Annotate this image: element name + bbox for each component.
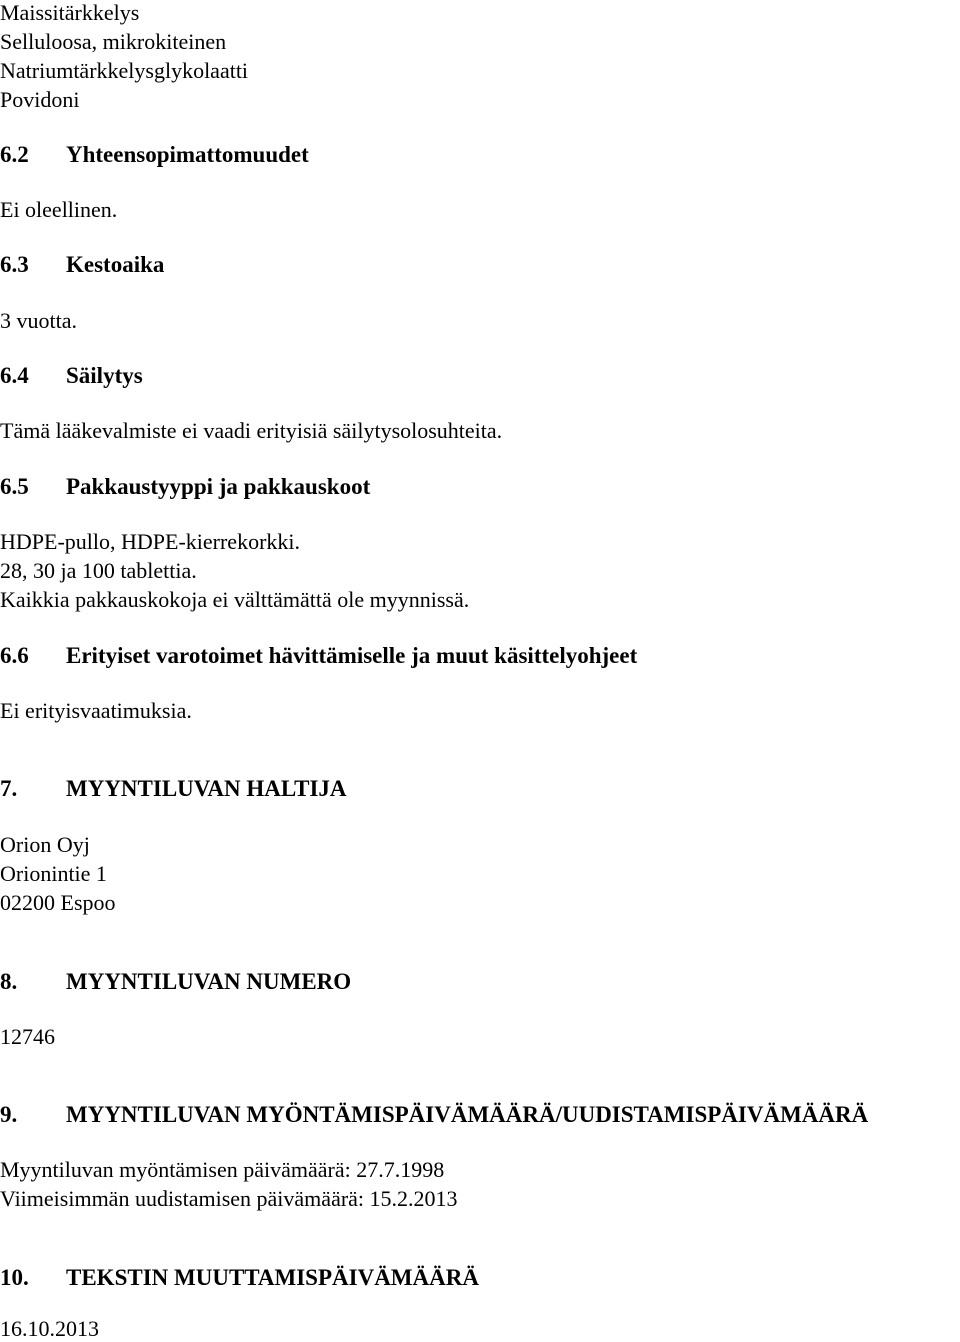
section-heading-6-6 — [0, 643, 637, 669]
section-title: Kestoaika — [66, 252, 165, 277]
section-heading-9 — [0, 1102, 868, 1128]
section-title: MYYNTILUVAN HALTIJA — [66, 776, 347, 801]
section-number: 6.5 — [0, 474, 29, 499]
section-number: 9. — [0, 1102, 18, 1127]
section-number: 6.2 — [0, 142, 29, 167]
address-line: Orionintie 1 — [0, 861, 107, 886]
license-number: 12746 — [0, 1024, 55, 1049]
revision-date: 16.10.2013 — [0, 1316, 99, 1341]
section-text: 3 vuotta. — [0, 308, 77, 333]
section-heading-6-4 — [0, 363, 143, 389]
section-heading-7 — [0, 776, 347, 802]
section-title: Erityiset varotoimet hävittämiselle ja muut käsittelyohjeet — [66, 643, 638, 668]
address-line: Orion Oyj — [0, 832, 90, 857]
section-number: 6.6 — [0, 643, 29, 668]
section-text: Ei erityisvaatimuksia. — [0, 698, 192, 723]
section-text: HDPE-pullo, HDPE-kierrekorkki. — [0, 529, 301, 554]
section-text: Tämä lääkevalmiste ei vaadi erityisiä säilytysolosuhteita. — [0, 418, 503, 443]
section-text: Kaikkia pakkauskokoja ei välttämättä ole myynnissä. — [0, 587, 470, 612]
section-title: Pakkaustyyppi ja pakkauskoot — [66, 474, 371, 499]
section-title: Säilytys — [66, 363, 143, 388]
section-title: MYYNTILUVAN NUMERO — [66, 969, 352, 994]
section-number: 10. — [0, 1265, 29, 1290]
section-heading-10 — [0, 1265, 479, 1291]
section-text: 28, 30 ja 100 tablettia. — [0, 558, 197, 583]
section-number: 8. — [0, 969, 18, 994]
date-line: Viimeisimmän uudistamisen päivämäärä: 15.2.2013 — [0, 1186, 458, 1211]
section-heading-8 — [0, 969, 351, 995]
section-title: TEKSTIN MUUTTAMISPÄIVÄMÄÄRÄ — [66, 1265, 479, 1290]
excipient-item: Povidoni — [0, 87, 80, 112]
section-heading-6-2 — [0, 142, 309, 168]
excipient-item: Natriumtärkkelysglykolaatti — [0, 58, 249, 83]
section-text: Ei oleellinen. — [0, 197, 118, 222]
excipient-item: Selluloosa, mikrokiteinen — [0, 29, 227, 54]
section-title: Yhteensopimattomuudet — [66, 142, 309, 167]
section-heading-6-5 — [0, 474, 370, 500]
section-number: 6.4 — [0, 363, 29, 388]
section-number: 6.3 — [0, 252, 29, 277]
section-title: MYYNTILUVAN MYÖNTÄMISPÄIVÄMÄÄRÄ/UUDISTAMISPÄIVÄMÄÄRÄ — [66, 1102, 869, 1127]
section-heading-6-3 — [0, 252, 164, 278]
address-line: 02200 Espoo — [0, 890, 116, 915]
section-number: 7. — [0, 776, 18, 801]
date-line: Myyntiluvan myöntämisen päivämäärä: 27.7.1998 — [0, 1157, 445, 1182]
excipient-item: Maissitärkkelys — [0, 0, 140, 25]
